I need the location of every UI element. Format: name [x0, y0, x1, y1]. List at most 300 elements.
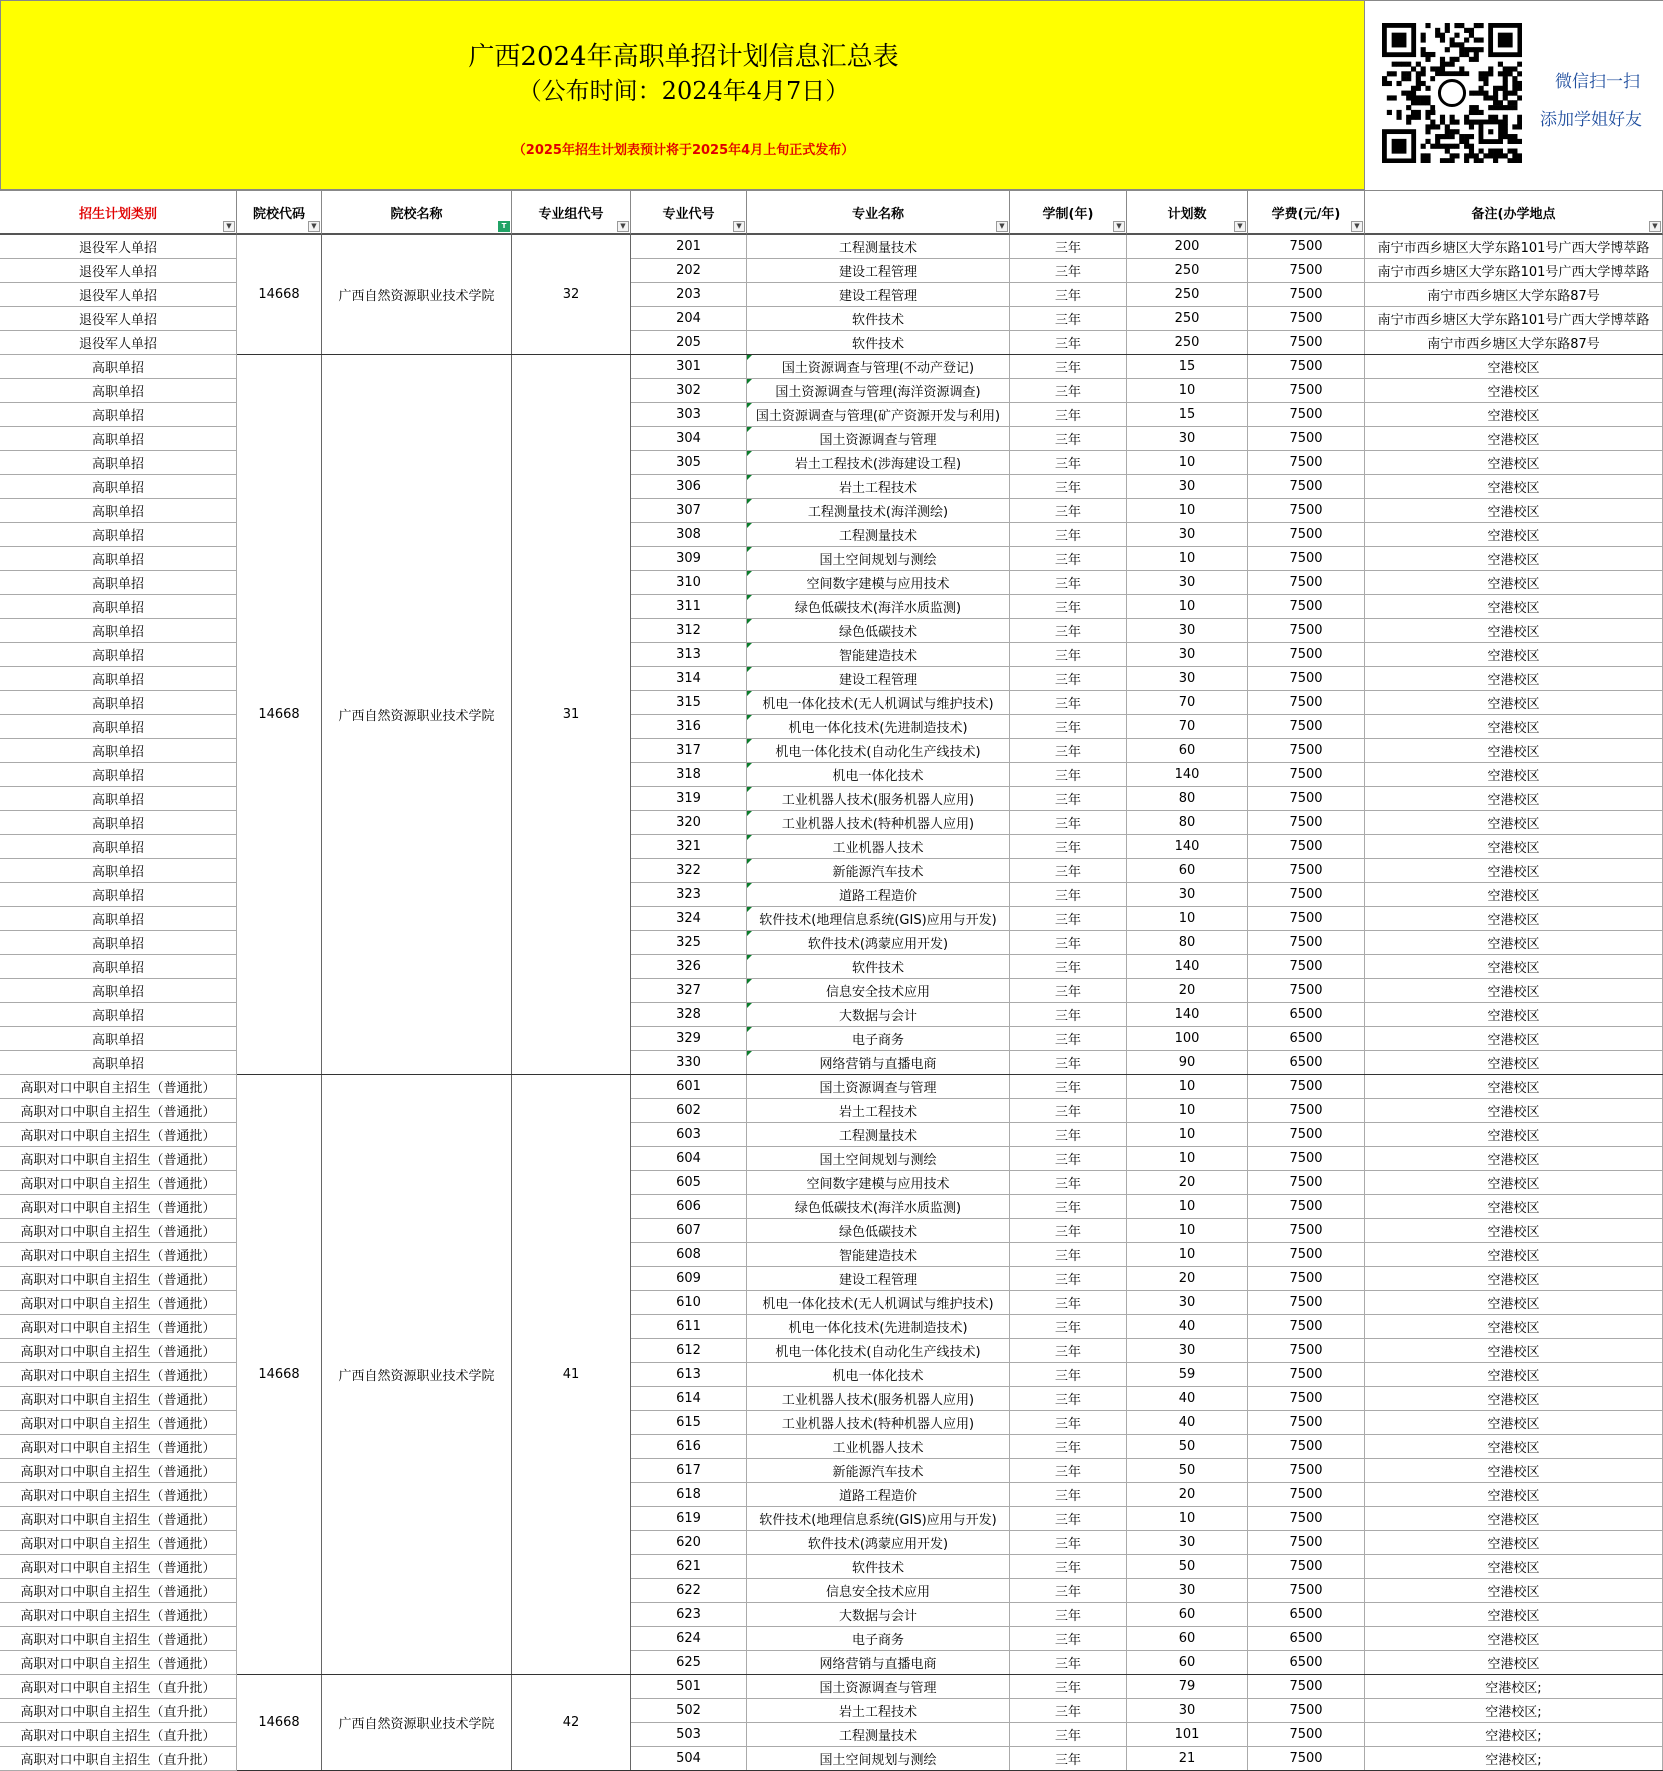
quota-cell[interactable]: 140: [1127, 835, 1248, 859]
tuition-cell[interactable]: 7500: [1248, 955, 1365, 979]
major-code-cell[interactable]: 310: [631, 571, 747, 595]
major-name-cell[interactable]: 岩土工程技术: [747, 475, 1010, 499]
major-code-cell[interactable]: 302: [631, 379, 747, 403]
duration-cell[interactable]: 三年: [1010, 451, 1127, 475]
duration-cell[interactable]: 三年: [1010, 1483, 1127, 1507]
category-cell[interactable]: 高职单招: [0, 1003, 237, 1027]
major-code-cell[interactable]: 603: [631, 1123, 747, 1147]
category-cell[interactable]: 高职对口中职自主招生（普通批）: [0, 1507, 237, 1531]
tuition-cell[interactable]: 7500: [1248, 1171, 1365, 1195]
major-code-cell[interactable]: 311: [631, 595, 747, 619]
category-cell[interactable]: 高职单招: [0, 571, 237, 595]
major-code-cell[interactable]: 606: [631, 1195, 747, 1219]
duration-cell[interactable]: 三年: [1010, 931, 1127, 955]
remarks-cell[interactable]: 空港校区: [1365, 955, 1663, 979]
quota-cell[interactable]: 10: [1127, 1147, 1248, 1171]
tuition-cell[interactable]: 7500: [1248, 1291, 1365, 1315]
remarks-cell[interactable]: 空港校区: [1365, 379, 1663, 403]
tuition-cell[interactable]: 7500: [1248, 667, 1365, 691]
school-name-cell[interactable]: 广西自然资源职业技术学院: [322, 1075, 512, 1675]
category-cell[interactable]: 高职单招: [0, 955, 237, 979]
tuition-cell[interactable]: 7500: [1248, 1747, 1365, 1771]
major-name-cell[interactable]: 信息安全技术应用: [747, 1579, 1010, 1603]
major-code-cell[interactable]: 321: [631, 835, 747, 859]
duration-cell[interactable]: 三年: [1010, 1411, 1127, 1435]
quota-cell[interactable]: 79: [1127, 1675, 1248, 1699]
quota-cell[interactable]: 15: [1127, 403, 1248, 427]
remarks-cell[interactable]: 南宁市西乡塘区大学东路101号广西大学博萃路: [1365, 259, 1663, 283]
school-name-cell[interactable]: 广西自然资源职业技术学院: [322, 1675, 512, 1771]
quota-cell[interactable]: 30: [1127, 427, 1248, 451]
duration-cell[interactable]: 三年: [1010, 331, 1127, 355]
major-code-cell[interactable]: 601: [631, 1075, 747, 1099]
school-code-cell[interactable]: 14668: [237, 1075, 322, 1675]
tuition-cell[interactable]: 7500: [1248, 1675, 1365, 1699]
category-cell[interactable]: 高职单招: [0, 1027, 237, 1051]
major-name-cell[interactable]: 国土资源调查与管理: [747, 1675, 1010, 1699]
duration-cell[interactable]: 三年: [1010, 859, 1127, 883]
category-cell[interactable]: 退役军人单招: [0, 259, 237, 283]
major-name-cell[interactable]: 软件技术(鸿蒙应用开发): [747, 931, 1010, 955]
major-code-cell[interactable]: 327: [631, 979, 747, 1003]
group-code-cell[interactable]: 42: [512, 1675, 631, 1771]
duration-cell[interactable]: 三年: [1010, 1531, 1127, 1555]
tuition-cell[interactable]: 7500: [1248, 1579, 1365, 1603]
duration-cell[interactable]: 三年: [1010, 1003, 1127, 1027]
tuition-cell[interactable]: 7500: [1248, 1099, 1365, 1123]
tuition-cell[interactable]: 7500: [1248, 403, 1365, 427]
school-code-cell[interactable]: 14668: [237, 355, 322, 1075]
major-code-cell[interactable]: 328: [631, 1003, 747, 1027]
tuition-cell[interactable]: 7500: [1248, 1339, 1365, 1363]
remarks-cell[interactable]: 空港校区: [1365, 1435, 1663, 1459]
tuition-cell[interactable]: 7500: [1248, 235, 1365, 259]
duration-cell[interactable]: 三年: [1010, 403, 1127, 427]
duration-cell[interactable]: 三年: [1010, 1363, 1127, 1387]
major-code-cell[interactable]: 314: [631, 667, 747, 691]
category-cell[interactable]: 高职单招: [0, 739, 237, 763]
remarks-cell[interactable]: 空港校区: [1365, 403, 1663, 427]
category-cell[interactable]: 高职对口中职自主招生（普通批）: [0, 1171, 237, 1195]
filter-dropdown-icon[interactable]: ▼: [1234, 221, 1246, 232]
quota-cell[interactable]: 101: [1127, 1723, 1248, 1747]
category-cell[interactable]: 高职对口中职自主招生（普通批）: [0, 1411, 237, 1435]
duration-cell[interactable]: 三年: [1010, 1195, 1127, 1219]
major-name-cell[interactable]: 大数据与会计: [747, 1603, 1010, 1627]
quota-cell[interactable]: 10: [1127, 595, 1248, 619]
major-name-cell[interactable]: 机电一体化技术: [747, 1363, 1010, 1387]
major-name-cell[interactable]: 绿色低碳技术: [747, 1219, 1010, 1243]
remarks-cell[interactable]: 空港校区;: [1365, 1747, 1663, 1771]
tuition-cell[interactable]: 6500: [1248, 1627, 1365, 1651]
quota-cell[interactable]: 10: [1127, 1123, 1248, 1147]
major-code-cell[interactable]: 611: [631, 1315, 747, 1339]
tuition-cell[interactable]: 7500: [1248, 1411, 1365, 1435]
major-name-cell[interactable]: 建设工程管理: [747, 283, 1010, 307]
major-code-cell[interactable]: 612: [631, 1339, 747, 1363]
duration-cell[interactable]: 三年: [1010, 1651, 1127, 1675]
major-code-cell[interactable]: 326: [631, 955, 747, 979]
major-name-cell[interactable]: 网络营销与直播电商: [747, 1051, 1010, 1075]
major-code-cell[interactable]: 620: [631, 1531, 747, 1555]
duration-cell[interactable]: 三年: [1010, 1387, 1127, 1411]
major-name-cell[interactable]: 机电一体化技术: [747, 763, 1010, 787]
remarks-cell[interactable]: 空港校区: [1365, 1555, 1663, 1579]
major-code-cell[interactable]: 622: [631, 1579, 747, 1603]
tuition-cell[interactable]: 7500: [1248, 283, 1365, 307]
tuition-cell[interactable]: 7500: [1248, 259, 1365, 283]
major-name-cell[interactable]: 工程测量技术(海洋测绘): [747, 499, 1010, 523]
column-header-quota[interactable]: [1127, 190, 1248, 235]
remarks-cell[interactable]: 南宁市西乡塘区大学东路87号: [1365, 331, 1663, 355]
tuition-cell[interactable]: 7500: [1248, 1507, 1365, 1531]
duration-cell[interactable]: 三年: [1010, 1339, 1127, 1363]
quota-cell[interactable]: 70: [1127, 691, 1248, 715]
tuition-cell[interactable]: 7500: [1248, 1435, 1365, 1459]
remarks-cell[interactable]: 空港校区: [1365, 355, 1663, 379]
school-name-cell[interactable]: 广西自然资源职业技术学院: [322, 235, 512, 355]
tuition-cell[interactable]: 7500: [1248, 1387, 1365, 1411]
school-code-cell[interactable]: 14668: [237, 235, 322, 355]
remarks-cell[interactable]: 空港校区: [1365, 1387, 1663, 1411]
quota-cell[interactable]: 140: [1127, 763, 1248, 787]
category-cell[interactable]: 高职对口中职自主招生（普通批）: [0, 1651, 237, 1675]
quota-cell[interactable]: 30: [1127, 1339, 1248, 1363]
duration-cell[interactable]: 三年: [1010, 499, 1127, 523]
tuition-cell[interactable]: 7500: [1248, 619, 1365, 643]
quota-cell[interactable]: 80: [1127, 931, 1248, 955]
category-cell[interactable]: 高职单招: [0, 715, 237, 739]
group-code-cell[interactable]: 41: [512, 1075, 631, 1675]
remarks-cell[interactable]: 空港校区: [1365, 1243, 1663, 1267]
category-cell[interactable]: 高职单招: [0, 907, 237, 931]
duration-cell[interactable]: 三年: [1010, 1675, 1127, 1699]
major-name-cell[interactable]: 建设工程管理: [747, 667, 1010, 691]
remarks-cell[interactable]: 空港校区: [1365, 1483, 1663, 1507]
quota-cell[interactable]: 15: [1127, 355, 1248, 379]
major-name-cell[interactable]: 国土空间规划与测绘: [747, 547, 1010, 571]
major-code-cell[interactable]: 205: [631, 331, 747, 355]
duration-cell[interactable]: 三年: [1010, 811, 1127, 835]
tuition-cell[interactable]: 7500: [1248, 835, 1365, 859]
major-name-cell[interactable]: 软件技术(鸿蒙应用开发): [747, 1531, 1010, 1555]
major-name-cell[interactable]: 新能源汽车技术: [747, 859, 1010, 883]
remarks-cell[interactable]: 空港校区: [1365, 787, 1663, 811]
quota-cell[interactable]: 10: [1127, 1099, 1248, 1123]
major-name-cell[interactable]: 软件技术(地理信息系统(GIS)应用与开发): [747, 1507, 1010, 1531]
major-code-cell[interactable]: 313: [631, 643, 747, 667]
tuition-cell[interactable]: 7500: [1248, 1315, 1365, 1339]
duration-cell[interactable]: 三年: [1010, 1027, 1127, 1051]
category-cell[interactable]: 高职对口中职自主招生（普通批）: [0, 1363, 237, 1387]
major-code-cell[interactable]: 307: [631, 499, 747, 523]
category-cell[interactable]: 高职单招: [0, 355, 237, 379]
quota-cell[interactable]: 30: [1127, 883, 1248, 907]
category-cell[interactable]: 高职单招: [0, 499, 237, 523]
remarks-cell[interactable]: 空港校区: [1365, 667, 1663, 691]
duration-cell[interactable]: 三年: [1010, 715, 1127, 739]
category-cell[interactable]: 高职单招: [0, 379, 237, 403]
tuition-cell[interactable]: 7500: [1248, 427, 1365, 451]
major-name-cell[interactable]: 国土资源调查与管理(海洋资源调查): [747, 379, 1010, 403]
quota-cell[interactable]: 59: [1127, 1363, 1248, 1387]
major-name-cell[interactable]: 软件技术: [747, 1555, 1010, 1579]
remarks-cell[interactable]: 空港校区: [1365, 763, 1663, 787]
remarks-cell[interactable]: 空港校区: [1365, 1003, 1663, 1027]
tuition-cell[interactable]: 7500: [1248, 1723, 1365, 1747]
major-name-cell[interactable]: 机电一体化技术(无人机调试与维护技术): [747, 691, 1010, 715]
major-code-cell[interactable]: 503: [631, 1723, 747, 1747]
major-name-cell[interactable]: 工程测量技术: [747, 235, 1010, 259]
remarks-cell[interactable]: 空港校区: [1365, 691, 1663, 715]
duration-cell[interactable]: 三年: [1010, 1603, 1127, 1627]
tuition-cell[interactable]: 7500: [1248, 883, 1365, 907]
duration-cell[interactable]: 三年: [1010, 1075, 1127, 1099]
major-name-cell[interactable]: 岩土工程技术: [747, 1099, 1010, 1123]
major-name-cell[interactable]: 工业机器人技术(服务机器人应用): [747, 787, 1010, 811]
duration-cell[interactable]: 三年: [1010, 523, 1127, 547]
tuition-cell[interactable]: 7500: [1248, 787, 1365, 811]
tuition-cell[interactable]: 6500: [1248, 1603, 1365, 1627]
filter-dropdown-icon[interactable]: ▼: [1351, 221, 1363, 232]
tuition-cell[interactable]: 7500: [1248, 763, 1365, 787]
quota-cell[interactable]: 21: [1127, 1747, 1248, 1771]
category-cell[interactable]: 高职对口中职自主招生（普通批）: [0, 1291, 237, 1315]
quota-cell[interactable]: 250: [1127, 283, 1248, 307]
tuition-cell[interactable]: 7500: [1248, 1459, 1365, 1483]
major-code-cell[interactable]: 605: [631, 1171, 747, 1195]
quota-cell[interactable]: 10: [1127, 1219, 1248, 1243]
duration-cell[interactable]: 三年: [1010, 1147, 1127, 1171]
tuition-cell[interactable]: 7500: [1248, 811, 1365, 835]
remarks-cell[interactable]: 空港校区: [1365, 883, 1663, 907]
major-name-cell[interactable]: 新能源汽车技术: [747, 1459, 1010, 1483]
tuition-cell[interactable]: 7500: [1248, 1699, 1365, 1723]
category-cell[interactable]: 高职对口中职自主招生（普通批）: [0, 1267, 237, 1291]
major-name-cell[interactable]: 绿色低碳技术: [747, 619, 1010, 643]
major-code-cell[interactable]: 204: [631, 307, 747, 331]
category-cell[interactable]: 高职单招: [0, 979, 237, 1003]
quota-cell[interactable]: 10: [1127, 1195, 1248, 1219]
quota-cell[interactable]: 50: [1127, 1459, 1248, 1483]
quota-cell[interactable]: 30: [1127, 523, 1248, 547]
remarks-cell[interactable]: 空港校区: [1365, 739, 1663, 763]
major-code-cell[interactable]: 502: [631, 1699, 747, 1723]
remarks-cell[interactable]: 空港校区: [1365, 1147, 1663, 1171]
category-cell[interactable]: 高职对口中职自主招生（普通批）: [0, 1627, 237, 1651]
quota-cell[interactable]: 250: [1127, 259, 1248, 283]
remarks-cell[interactable]: 空港校区: [1365, 595, 1663, 619]
duration-cell[interactable]: 三年: [1010, 739, 1127, 763]
category-cell[interactable]: 高职对口中职自主招生（普通批）: [0, 1123, 237, 1147]
remarks-cell[interactable]: 空港校区: [1365, 1195, 1663, 1219]
category-cell[interactable]: 高职单招: [0, 691, 237, 715]
tuition-cell[interactable]: 7500: [1248, 355, 1365, 379]
duration-cell[interactable]: 三年: [1010, 355, 1127, 379]
tuition-cell[interactable]: 7500: [1248, 595, 1365, 619]
major-name-cell[interactable]: 机电一体化技术(无人机调试与维护技术): [747, 1291, 1010, 1315]
remarks-cell[interactable]: 空港校区: [1365, 1219, 1663, 1243]
major-name-cell[interactable]: 智能建造技术: [747, 1243, 1010, 1267]
major-code-cell[interactable]: 316: [631, 715, 747, 739]
major-name-cell[interactable]: 软件技术: [747, 307, 1010, 331]
category-cell[interactable]: 高职对口中职自主招生（普通批）: [0, 1075, 237, 1099]
quota-cell[interactable]: 10: [1127, 1507, 1248, 1531]
remarks-cell[interactable]: 空港校区: [1365, 1627, 1663, 1651]
column-header-remarks[interactable]: [1365, 190, 1663, 235]
school-name-cell[interactable]: 广西自然资源职业技术学院: [322, 355, 512, 1075]
remarks-cell[interactable]: 空港校区: [1365, 1051, 1663, 1075]
major-name-cell[interactable]: 网络营销与直播电商: [747, 1651, 1010, 1675]
category-cell[interactable]: 高职单招: [0, 619, 237, 643]
duration-cell[interactable]: 三年: [1010, 1219, 1127, 1243]
major-code-cell[interactable]: 624: [631, 1627, 747, 1651]
category-cell[interactable]: 高职对口中职自主招生（普通批）: [0, 1219, 237, 1243]
major-code-cell[interactable]: 616: [631, 1435, 747, 1459]
quota-cell[interactable]: 10: [1127, 907, 1248, 931]
major-code-cell[interactable]: 608: [631, 1243, 747, 1267]
major-code-cell[interactable]: 324: [631, 907, 747, 931]
filter-dropdown-icon[interactable]: ▼: [733, 221, 745, 232]
category-cell[interactable]: 高职单招: [0, 547, 237, 571]
duration-cell[interactable]: 三年: [1010, 235, 1127, 259]
major-name-cell[interactable]: 软件技术: [747, 331, 1010, 355]
major-name-cell[interactable]: 国土资源调查与管理(矿产资源开发与利用): [747, 403, 1010, 427]
category-cell[interactable]: 高职单招: [0, 763, 237, 787]
filter-dropdown-icon[interactable]: ▼: [308, 221, 320, 232]
remarks-cell[interactable]: 空港校区: [1365, 1123, 1663, 1147]
remarks-cell[interactable]: 空港校区: [1365, 811, 1663, 835]
quota-cell[interactable]: 30: [1127, 619, 1248, 643]
major-name-cell[interactable]: 国土空间规划与测绘: [747, 1747, 1010, 1771]
major-name-cell[interactable]: 机电一体化技术(自动化生产线技术): [747, 739, 1010, 763]
quota-cell[interactable]: 50: [1127, 1555, 1248, 1579]
remarks-cell[interactable]: 空港校区: [1365, 715, 1663, 739]
major-code-cell[interactable]: 615: [631, 1411, 747, 1435]
remarks-cell[interactable]: 空港校区: [1365, 451, 1663, 475]
duration-cell[interactable]: 三年: [1010, 1579, 1127, 1603]
major-code-cell[interactable]: 320: [631, 811, 747, 835]
major-name-cell[interactable]: 道路工程造价: [747, 883, 1010, 907]
category-cell[interactable]: 高职对口中职自主招生（普通批）: [0, 1147, 237, 1171]
major-name-cell[interactable]: 道路工程造价: [747, 1483, 1010, 1507]
major-name-cell[interactable]: 岩土工程技术(涉海建设工程): [747, 451, 1010, 475]
category-cell[interactable]: 高职对口中职自主招生（普通批）: [0, 1603, 237, 1627]
remarks-cell[interactable]: 空港校区: [1365, 1411, 1663, 1435]
duration-cell[interactable]: 三年: [1010, 379, 1127, 403]
duration-cell[interactable]: 三年: [1010, 1243, 1127, 1267]
major-name-cell[interactable]: 建设工程管理: [747, 259, 1010, 283]
quota-cell[interactable]: 250: [1127, 331, 1248, 355]
tuition-cell[interactable]: 6500: [1248, 1003, 1365, 1027]
category-cell[interactable]: 高职对口中职自主招生（普通批）: [0, 1459, 237, 1483]
quota-cell[interactable]: 20: [1127, 1171, 1248, 1195]
duration-cell[interactable]: 三年: [1010, 1507, 1127, 1531]
major-code-cell[interactable]: 501: [631, 1675, 747, 1699]
category-cell[interactable]: 高职单招: [0, 883, 237, 907]
tuition-cell[interactable]: 7500: [1248, 1243, 1365, 1267]
duration-cell[interactable]: 三年: [1010, 667, 1127, 691]
duration-cell[interactable]: 三年: [1010, 907, 1127, 931]
duration-cell[interactable]: 三年: [1010, 1699, 1127, 1723]
quota-cell[interactable]: 20: [1127, 979, 1248, 1003]
duration-cell[interactable]: 三年: [1010, 427, 1127, 451]
category-cell[interactable]: 高职对口中职自主招生（直升批）: [0, 1723, 237, 1747]
column-header-category[interactable]: [0, 190, 237, 235]
duration-cell[interactable]: 三年: [1010, 475, 1127, 499]
tuition-cell[interactable]: 7500: [1248, 307, 1365, 331]
major-name-cell[interactable]: 机电一体化技术(先进制造技术): [747, 715, 1010, 739]
quota-cell[interactable]: 60: [1127, 739, 1248, 763]
major-code-cell[interactable]: 617: [631, 1459, 747, 1483]
remarks-cell[interactable]: 空港校区: [1365, 1651, 1663, 1675]
major-code-cell[interactable]: 318: [631, 763, 747, 787]
filter-dropdown-icon[interactable]: ▼: [223, 221, 235, 232]
category-cell[interactable]: 高职对口中职自主招生（普通批）: [0, 1435, 237, 1459]
remarks-cell[interactable]: 空港校区: [1365, 427, 1663, 451]
major-name-cell[interactable]: 智能建造技术: [747, 643, 1010, 667]
quota-cell[interactable]: 40: [1127, 1411, 1248, 1435]
major-name-cell[interactable]: 大数据与会计: [747, 1003, 1010, 1027]
quota-cell[interactable]: 60: [1127, 1603, 1248, 1627]
remarks-cell[interactable]: 空港校区: [1365, 1075, 1663, 1099]
remarks-cell[interactable]: 空港校区: [1365, 1603, 1663, 1627]
major-name-cell[interactable]: 国土空间规划与测绘: [747, 1147, 1010, 1171]
major-name-cell[interactable]: 工程测量技术: [747, 1723, 1010, 1747]
major-name-cell[interactable]: 绿色低碳技术(海洋水质监测): [747, 1195, 1010, 1219]
remarks-cell[interactable]: 空港校区;: [1365, 1675, 1663, 1699]
major-name-cell[interactable]: 工业机器人技术: [747, 1435, 1010, 1459]
category-cell[interactable]: 高职单招: [0, 859, 237, 883]
column-header-school-code[interactable]: [237, 190, 322, 235]
category-cell[interactable]: 高职单招: [0, 667, 237, 691]
tuition-cell[interactable]: 7500: [1248, 499, 1365, 523]
category-cell[interactable]: 高职对口中职自主招生（普通批）: [0, 1579, 237, 1603]
category-cell[interactable]: 高职单招: [0, 811, 237, 835]
major-name-cell[interactable]: 软件技术(地理信息系统(GIS)应用与开发): [747, 907, 1010, 931]
tuition-cell[interactable]: 7500: [1248, 979, 1365, 1003]
remarks-cell[interactable]: 空港校区: [1365, 571, 1663, 595]
major-code-cell[interactable]: 607: [631, 1219, 747, 1243]
quota-cell[interactable]: 90: [1127, 1051, 1248, 1075]
major-code-cell[interactable]: 325: [631, 931, 747, 955]
quota-cell[interactable]: 30: [1127, 1291, 1248, 1315]
quota-cell[interactable]: 80: [1127, 787, 1248, 811]
category-cell[interactable]: 退役军人单招: [0, 307, 237, 331]
tuition-cell[interactable]: 7500: [1248, 739, 1365, 763]
column-header-school-name[interactable]: [322, 190, 512, 235]
duration-cell[interactable]: 三年: [1010, 307, 1127, 331]
major-code-cell[interactable]: 312: [631, 619, 747, 643]
category-cell[interactable]: 高职单招: [0, 427, 237, 451]
tuition-cell[interactable]: 7500: [1248, 1267, 1365, 1291]
category-cell[interactable]: 高职单招: [0, 643, 237, 667]
major-code-cell[interactable]: 602: [631, 1099, 747, 1123]
remarks-cell[interactable]: 空港校区: [1365, 1267, 1663, 1291]
quota-cell[interactable]: 140: [1127, 1003, 1248, 1027]
major-code-cell[interactable]: 604: [631, 1147, 747, 1171]
major-code-cell[interactable]: 621: [631, 1555, 747, 1579]
quota-cell[interactable]: 50: [1127, 1435, 1248, 1459]
major-name-cell[interactable]: 电子商务: [747, 1627, 1010, 1651]
duration-cell[interactable]: 三年: [1010, 1267, 1127, 1291]
category-cell[interactable]: 高职单招: [0, 787, 237, 811]
quota-cell[interactable]: 60: [1127, 1627, 1248, 1651]
major-name-cell[interactable]: 机电一体化技术(先进制造技术): [747, 1315, 1010, 1339]
quota-cell[interactable]: 100: [1127, 1027, 1248, 1051]
major-code-cell[interactable]: 613: [631, 1363, 747, 1387]
major-name-cell[interactable]: 机电一体化技术(自动化生产线技术): [747, 1339, 1010, 1363]
